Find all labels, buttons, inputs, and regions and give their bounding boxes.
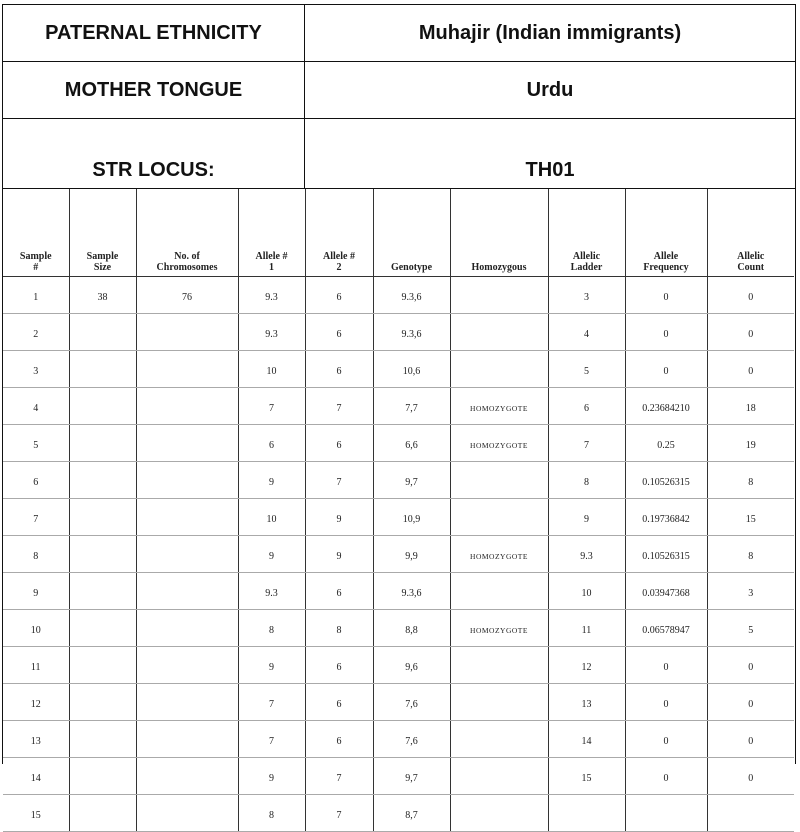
table-row: [3, 314, 794, 351]
cell-chromosomes: [136, 462, 238, 499]
cell-genotype: 9,9: [373, 536, 450, 573]
cell-allelic-count: 0: [707, 314, 794, 351]
table-row: [3, 721, 794, 758]
cell-allele-1: 8: [238, 795, 305, 832]
table-row: [3, 758, 794, 795]
column-header-allele-1: [238, 189, 305, 277]
cell-allele-frequency: 0: [625, 314, 707, 351]
cell-allelic-ladder: 8: [548, 462, 625, 499]
cell-allelic-count: 3: [707, 573, 794, 610]
cell-sample-size: [69, 610, 136, 647]
cell-sample-size: [69, 795, 136, 832]
cell-homozygous: [450, 721, 548, 758]
mother-tongue-row: [3, 62, 795, 119]
cell-genotype: 7,7: [373, 388, 450, 425]
cell-allele-frequency: 0.10526315: [625, 536, 707, 573]
column-header-genotype: [373, 189, 450, 277]
cell-allele-1: 7: [238, 388, 305, 425]
cell-homozygous: [450, 277, 548, 314]
cell-homozygous: HOMOZYGOTE: [450, 425, 548, 462]
column-header-text: Allele #: [255, 251, 288, 262]
cell-allele-2: 6: [305, 314, 373, 351]
cell-allele-frequency: [625, 795, 707, 832]
column-header-text: Sample: [19, 251, 52, 262]
cell-chromosomes: [136, 721, 238, 758]
column-header-text: Frequency: [643, 262, 689, 273]
cell-homozygous: [450, 499, 548, 536]
cell-genotype: 8,7: [373, 795, 450, 832]
cell-sample-num: 5: [3, 425, 69, 462]
cell-allelic-count: 5: [707, 610, 794, 647]
str-locus-row: [3, 119, 795, 189]
cell-sample-size: [69, 758, 136, 795]
cell-allele-1: 6: [238, 425, 305, 462]
cell-allele-1: 9: [238, 758, 305, 795]
cell-allelic-ladder: 12: [548, 647, 625, 684]
cell-allele-frequency: 0: [625, 351, 707, 388]
column-header-text: Homozygous: [471, 262, 527, 273]
mother-tongue-label: MOTHER TONGUE: [3, 62, 305, 118]
cell-chromosomes: [136, 351, 238, 388]
ethnicity-label: PATERNAL ETHNICITY: [3, 5, 305, 61]
cell-allelic-count: 18: [707, 388, 794, 425]
cell-genotype: 9,6: [373, 647, 450, 684]
cell-homozygous: HOMOZYGOTE: [450, 610, 548, 647]
cell-homozygous: [450, 684, 548, 721]
cell-homozygous: [450, 795, 548, 832]
cell-sample-num: 13: [3, 721, 69, 758]
cell-allelic-ladder: 7: [548, 425, 625, 462]
table-row: [3, 425, 794, 462]
cell-sample-num: 15: [3, 795, 69, 832]
cell-sample-num: 9: [3, 573, 69, 610]
cell-allele-2: 6: [305, 351, 373, 388]
ethnicity-row: [3, 5, 795, 62]
column-header-allelic-count: [707, 189, 794, 277]
str-locus-label: STR LOCUS:: [3, 119, 305, 188]
cell-sample-size: [69, 684, 136, 721]
cell-chromosomes: [136, 314, 238, 351]
cell-allele-frequency: 0: [625, 684, 707, 721]
cell-allelic-count: 8: [707, 536, 794, 573]
cell-allele-1: 9.3: [238, 277, 305, 314]
table-row: [3, 462, 794, 499]
cell-allele-2: 7: [305, 462, 373, 499]
cell-homozygous: [450, 462, 548, 499]
column-header-sample-num: [3, 189, 69, 277]
cell-allele-2: 6: [305, 573, 373, 610]
cell-chromosomes: [136, 425, 238, 462]
cell-sample-size: 38: [69, 277, 136, 314]
cell-chromosomes: 76: [136, 277, 238, 314]
column-header-homozygous: [450, 189, 548, 277]
cell-allele-1: 10: [238, 499, 305, 536]
cell-allelic-count: 8: [707, 462, 794, 499]
cell-allele-2: 8: [305, 610, 373, 647]
table-row: [3, 610, 794, 647]
cell-allelic-ladder: 11: [548, 610, 625, 647]
table-row: [3, 351, 794, 388]
column-header-text: 1: [269, 262, 274, 273]
cell-allele-frequency: 0: [625, 277, 707, 314]
cell-chromosomes: [136, 647, 238, 684]
cell-allele-2: 7: [305, 388, 373, 425]
cell-allelic-ladder: 14: [548, 721, 625, 758]
column-header-sample-size: [69, 189, 136, 277]
column-header-text: Chromosomes: [156, 262, 218, 273]
cell-sample-size: [69, 462, 136, 499]
column-header-chromosomes: [136, 189, 238, 277]
column-header-text: Size: [93, 262, 112, 273]
cell-allele-1: 7: [238, 684, 305, 721]
mother-tongue-value: Urdu: [526, 78, 574, 101]
cell-genotype: 9.3,6: [373, 573, 450, 610]
cell-sample-size: [69, 499, 136, 536]
cell-sample-num: 3: [3, 351, 69, 388]
cell-allelic-count: 15: [707, 499, 794, 536]
column-header-text: Allele #: [323, 251, 355, 262]
cell-homozygous: [450, 758, 548, 795]
cell-allele-1: 10: [238, 351, 305, 388]
cell-allelic-count: 0: [707, 277, 794, 314]
cell-allele-1: 9: [238, 462, 305, 499]
cell-chromosomes: [136, 499, 238, 536]
cell-sample-num: 2: [3, 314, 69, 351]
column-header-text: #: [33, 262, 39, 273]
cell-allelic-ladder: 3: [548, 277, 625, 314]
cell-sample-size: [69, 536, 136, 573]
cell-homozygous: [450, 573, 548, 610]
cell-allelic-count: 19: [707, 425, 794, 462]
cell-allele-frequency: 0: [625, 721, 707, 758]
cell-allelic-count: 0: [707, 684, 794, 721]
cell-allelic-count: 0: [707, 647, 794, 684]
cell-sample-num: 6: [3, 462, 69, 499]
cell-allelic-ladder: [548, 795, 625, 832]
cell-genotype: 6,6: [373, 425, 450, 462]
str-locus-value: TH01: [525, 159, 575, 181]
table-row: [3, 795, 794, 832]
cell-sample-num: 10: [3, 610, 69, 647]
cell-sample-num: 14: [3, 758, 69, 795]
cell-allelic-ladder: 4: [548, 314, 625, 351]
cell-allele-1: 9: [238, 647, 305, 684]
cell-allele-frequency: 0.25: [625, 425, 707, 462]
cell-genotype: 8,8: [373, 610, 450, 647]
cell-allelic-count: 0: [707, 351, 794, 388]
cell-allele-1: 9.3: [238, 314, 305, 351]
cell-allele-frequency: 0.10526315: [625, 462, 707, 499]
cell-genotype: 7,6: [373, 721, 450, 758]
cell-allele-1: 7: [238, 721, 305, 758]
cell-allelic-count: [707, 795, 794, 832]
cell-sample-size: [69, 425, 136, 462]
column-header-text: Allele: [653, 251, 679, 262]
cell-sample-num: 4: [3, 388, 69, 425]
cell-allele-2: 9: [305, 499, 373, 536]
column-header-allele-2: [305, 189, 373, 277]
cell-allelic-ladder: 6: [548, 388, 625, 425]
cell-chromosomes: [136, 388, 238, 425]
cell-allele-1: 9: [238, 536, 305, 573]
cell-allele-2: 6: [305, 425, 373, 462]
cell-sample-size: [69, 351, 136, 388]
cell-sample-size: [69, 388, 136, 425]
table-row: [3, 647, 794, 684]
cell-sample-size: [69, 314, 136, 351]
cell-allele-2: 7: [305, 758, 373, 795]
column-header-text: Allelic: [737, 251, 765, 262]
column-header-text: Ladder: [570, 262, 603, 273]
cell-homozygous: HOMOZYGOTE: [450, 388, 548, 425]
table-row: [3, 573, 794, 610]
column-header-text: Count: [737, 262, 765, 273]
cell-chromosomes: [136, 795, 238, 832]
cell-allelic-ladder: 5: [548, 351, 625, 388]
cell-chromosomes: [136, 610, 238, 647]
cell-sample-num: 8: [3, 536, 69, 573]
column-header-text: No. of: [174, 251, 200, 262]
column-header-text: Allelic: [572, 251, 601, 262]
cell-homozygous: HOMOZYGOTE: [450, 536, 548, 573]
cell-allele-frequency: 0.19736842: [625, 499, 707, 536]
table-header-row: [3, 189, 794, 277]
cell-allele-1: 8: [238, 610, 305, 647]
cell-sample-num: 1: [3, 277, 69, 314]
cell-genotype: 9.3,6: [373, 277, 450, 314]
cell-homozygous: [450, 647, 548, 684]
cell-chromosomes: [136, 573, 238, 610]
cell-allele-2: 6: [305, 647, 373, 684]
column-header-text: Sample: [86, 251, 119, 262]
column-header-allelic-ladder: [548, 189, 625, 277]
table-row: [3, 536, 794, 573]
cell-allele-2: 7: [305, 795, 373, 832]
cell-allele-frequency: 0.03947368: [625, 573, 707, 610]
table-row: [3, 499, 794, 536]
cell-allele-2: 6: [305, 277, 373, 314]
cell-chromosomes: [136, 684, 238, 721]
cell-sample-num: 7: [3, 499, 69, 536]
cell-allelic-count: 0: [707, 758, 794, 795]
cell-allele-frequency: 0: [625, 758, 707, 795]
cell-genotype: 9,7: [373, 462, 450, 499]
cell-allele-2: 6: [305, 721, 373, 758]
cell-allelic-ladder: 10: [548, 573, 625, 610]
table-row: [3, 277, 794, 314]
cell-sample-size: [69, 573, 136, 610]
cell-homozygous: [450, 314, 548, 351]
cell-sample-num: 12: [3, 684, 69, 721]
str-data-sheet: [2, 4, 796, 821]
cell-allelic-ladder: 9: [548, 499, 625, 536]
cell-genotype: 7,6: [373, 684, 450, 721]
ethnicity-value: Muhajir (Indian immigrants): [418, 21, 682, 44]
column-header-allele-frequency: [625, 189, 707, 277]
cell-sample-size: [69, 721, 136, 758]
cell-chromosomes: [136, 536, 238, 573]
cell-allele-2: 6: [305, 684, 373, 721]
table-row: [3, 388, 794, 425]
cell-allele-2: 9: [305, 536, 373, 573]
cell-allelic-count: 0: [707, 721, 794, 758]
cell-allelic-ladder: 15: [548, 758, 625, 795]
cell-sample-num: 11: [3, 647, 69, 684]
cell-genotype: 9,7: [373, 758, 450, 795]
column-header-text: 2: [336, 262, 342, 273]
cell-genotype: 9.3,6: [373, 314, 450, 351]
cell-allele-frequency: 0.06578947: [625, 610, 707, 647]
cell-allelic-ladder: 13: [548, 684, 625, 721]
cell-allelic-ladder: 9.3: [548, 536, 625, 573]
cell-allele-1: 9.3: [238, 573, 305, 610]
cell-sample-size: [69, 647, 136, 684]
cell-chromosomes: [136, 758, 238, 795]
cell-allele-frequency: 0: [625, 647, 707, 684]
cell-allele-frequency: 0.23684210: [625, 388, 707, 425]
column-header-text: Genotype: [390, 262, 433, 273]
table-row: [3, 684, 794, 721]
cell-genotype: 10,9: [373, 499, 450, 536]
cell-homozygous: [450, 351, 548, 388]
allele-table: [3, 189, 794, 832]
cell-genotype: 10,6: [373, 351, 450, 388]
